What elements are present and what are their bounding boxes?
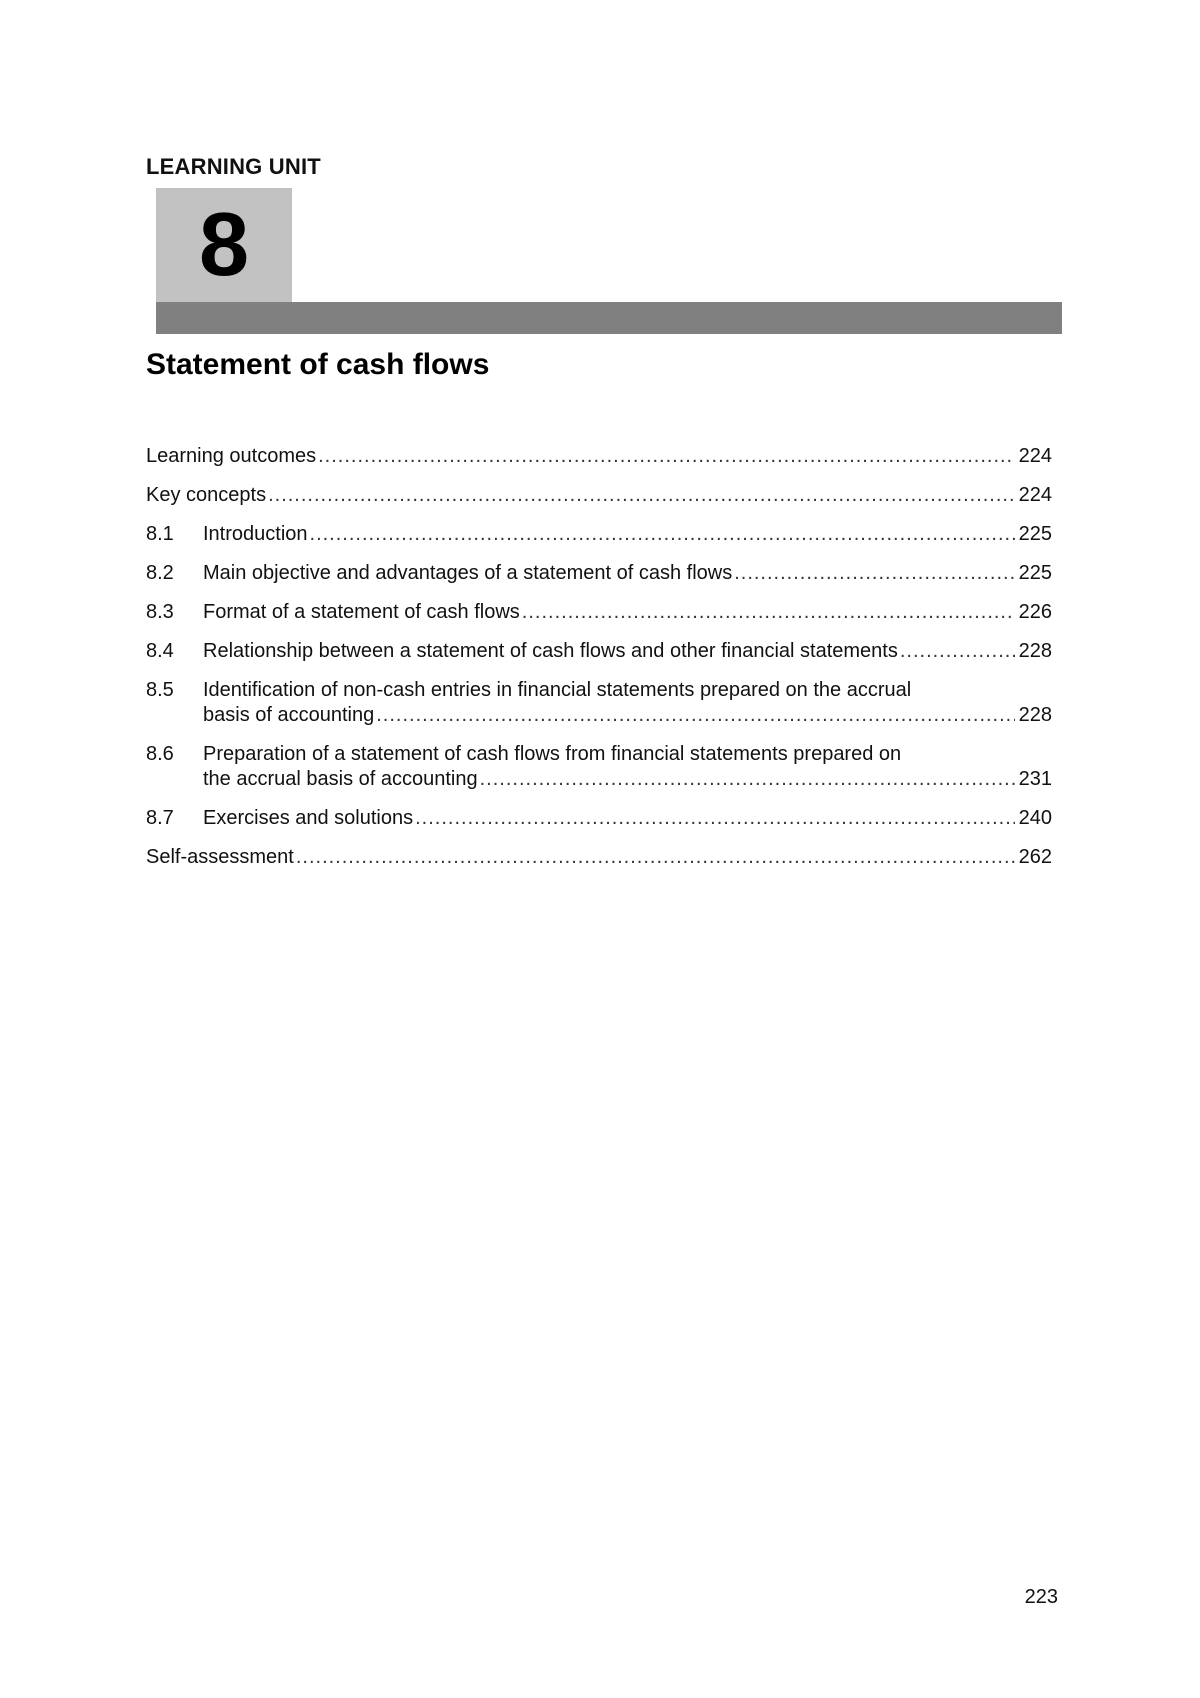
toc-entry-text: Learning outcomes [146, 445, 317, 467]
toc-dot-leader [268, 483, 1015, 508]
toc-page-number: 225 [1018, 523, 1052, 545]
toc-entry-text: Format of a statement of cash flows [203, 601, 520, 623]
table-of-contents [146, 444, 1052, 884]
toc-dot-leader [522, 600, 1015, 625]
toc-dot-leader [310, 522, 1015, 547]
toc-entry [146, 845, 1052, 870]
toc-section-number: 8.4 [146, 640, 174, 662]
toc-entry-text: Self-assessment [146, 846, 294, 868]
toc-entry [146, 742, 1052, 792]
toc-entry-body [146, 444, 1052, 469]
toc-section-number: 8.2 [146, 562, 174, 584]
toc-page-number: 240 [1018, 807, 1052, 829]
toc-entry-body [203, 742, 1052, 792]
toc-entry [146, 806, 1052, 831]
toc-page-number: 225 [1018, 562, 1052, 584]
toc-entry [146, 639, 1052, 664]
unit-number: 8 [198, 195, 250, 295]
toc-section-number: 8.3 [146, 601, 174, 623]
toc-entry-body [146, 845, 1052, 870]
toc-entry [146, 444, 1052, 469]
toc-entry-text: Identification of non-cash entries in financial statements prepared on the accrual [203, 679, 912, 701]
toc-page-number: 231 [1018, 768, 1052, 790]
toc-page-number: 228 [1018, 640, 1052, 662]
toc-entry [146, 483, 1052, 508]
toc-entry-body [203, 600, 1052, 625]
toc-page-number: 262 [1018, 846, 1052, 868]
toc-section-number: 8.5 [146, 679, 174, 701]
toc-entry-text: Relationship between a statement of cash flows and other financial statements [203, 640, 898, 662]
toc-dot-leader [296, 845, 1015, 870]
toc-entry-body [203, 806, 1052, 831]
toc-entry-text: Preparation of a statement of cash flows from financial statements prepared on [203, 743, 902, 765]
toc-entry [146, 561, 1052, 586]
toc-dot-leader [734, 561, 1014, 586]
toc-entry-body [146, 483, 1052, 508]
toc-dot-leader [900, 639, 1015, 664]
toc-entry-text: basis of accounting [203, 704, 375, 726]
toc-entry [146, 522, 1052, 547]
toc-dot-leader [415, 806, 1015, 831]
toc-entry-body [203, 639, 1052, 664]
toc-section-number: 8.1 [146, 523, 174, 545]
toc-entry-body [203, 522, 1052, 547]
toc-entry-text: Key concepts [146, 484, 267, 506]
toc-entry-text: Introduction [203, 523, 308, 545]
toc-page-number: 226 [1018, 601, 1052, 623]
toc-section-number: 8.6 [146, 743, 174, 765]
toc-section-number: 8.7 [146, 807, 174, 829]
toc-page-number: 224 [1018, 445, 1052, 467]
toc-entry-text: Main objective and advantages of a statement of cash flows [203, 562, 733, 584]
toc-dot-leader [318, 444, 1015, 469]
learning-unit-label: LEARNING UNIT [146, 154, 321, 179]
unit-title: Statement of cash flows [146, 348, 490, 381]
toc-entry-body [203, 561, 1052, 586]
toc-dot-leader [480, 767, 1015, 792]
toc-entry [146, 678, 1052, 728]
toc-page-number: 224 [1018, 484, 1052, 506]
toc-entry [146, 600, 1052, 625]
page-number: 223 [1024, 1586, 1058, 1608]
toc-page-number: 228 [1018, 704, 1052, 726]
toc-entry-body [203, 678, 1052, 728]
toc-entry-text: the accrual basis of accounting [203, 768, 478, 790]
unit-header-bar [156, 302, 1062, 334]
toc-dot-leader [376, 703, 1014, 728]
toc-entry-text: Exercises and solutions [203, 807, 414, 829]
